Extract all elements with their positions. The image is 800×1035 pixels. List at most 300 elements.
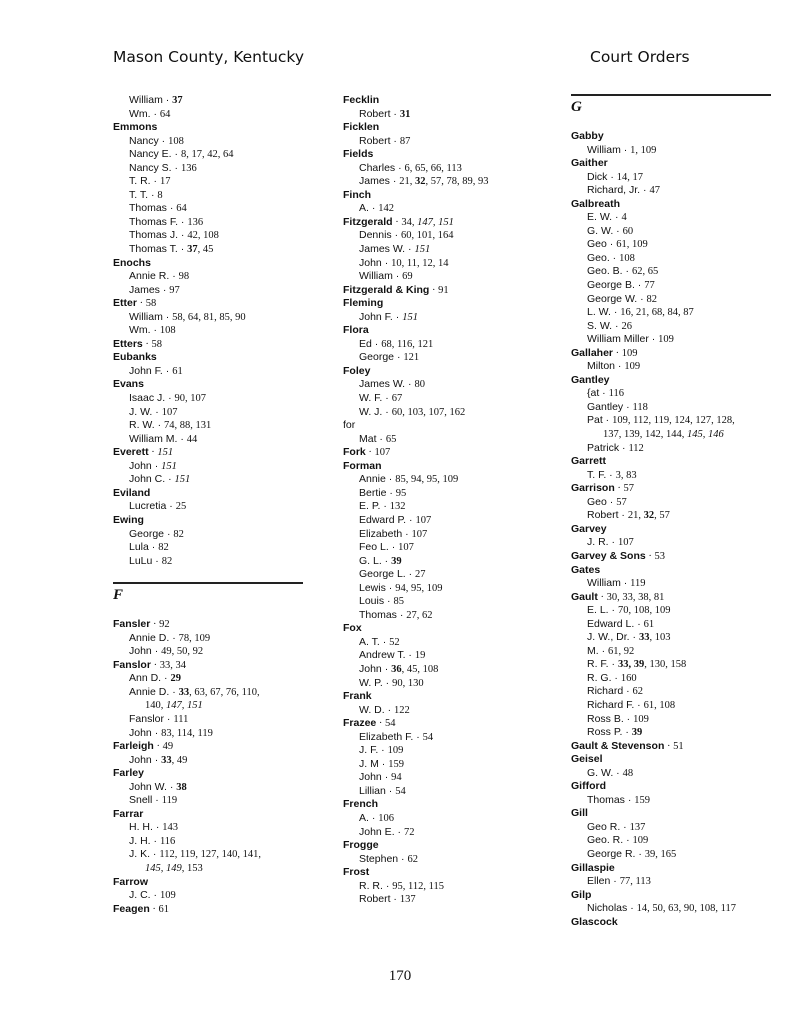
separator: · bbox=[162, 310, 173, 323]
separator: · bbox=[150, 619, 160, 631]
index-entry bbox=[343, 202, 548, 216]
page-ref: 112, 119, 127, 140, 141, bbox=[159, 849, 261, 861]
separator: · bbox=[395, 161, 405, 174]
index-surname bbox=[571, 347, 771, 361]
entry-name: John F. bbox=[129, 364, 163, 377]
separator: · bbox=[599, 387, 609, 400]
entry-name: Lewis bbox=[359, 581, 386, 594]
page-ref: 132 bbox=[389, 501, 406, 513]
page-ref: 151 bbox=[157, 447, 174, 459]
index-surname bbox=[343, 297, 548, 311]
index-entry bbox=[113, 419, 303, 433]
page-ref: 19 bbox=[414, 650, 426, 662]
page-ref: 26 bbox=[621, 320, 632, 332]
index-surname bbox=[571, 862, 771, 876]
entry-name: Richard bbox=[587, 685, 624, 698]
index-entry bbox=[113, 433, 303, 447]
separator: · bbox=[381, 256, 392, 269]
entry-name: J. W. bbox=[129, 405, 153, 418]
entry-name: Geo bbox=[587, 238, 607, 251]
page-ref: 90, 107 bbox=[174, 393, 207, 405]
index-entry bbox=[113, 216, 303, 230]
entry-name: Andrew T. bbox=[359, 649, 406, 662]
separator: · bbox=[150, 848, 160, 861]
index-surname bbox=[343, 717, 548, 731]
page-ref: 32 bbox=[415, 176, 426, 188]
section-letter-label: F bbox=[113, 587, 124, 604]
index-column-1 bbox=[113, 94, 303, 916]
spacer bbox=[113, 568, 303, 582]
separator: · bbox=[152, 554, 162, 567]
entry-name: Elizabeth F. bbox=[359, 730, 414, 743]
index-surname bbox=[113, 378, 303, 392]
page-ref: 58 bbox=[145, 298, 157, 310]
entry-name: Lula bbox=[129, 541, 149, 554]
index-entry bbox=[571, 699, 771, 713]
page-ref: 39, 165 bbox=[644, 848, 677, 860]
index-entry bbox=[343, 473, 548, 487]
separator: · bbox=[396, 608, 407, 621]
separator: · bbox=[608, 604, 618, 617]
separator: · bbox=[385, 473, 396, 486]
index-entry bbox=[343, 880, 548, 894]
entry-name: Annie bbox=[359, 473, 386, 486]
separator: · bbox=[178, 229, 188, 242]
separator: · bbox=[177, 432, 187, 445]
separator: · bbox=[607, 170, 617, 183]
spacer bbox=[113, 604, 303, 618]
entry-name: George L. bbox=[359, 568, 406, 581]
index-continuation bbox=[571, 428, 771, 442]
index-entry bbox=[571, 171, 771, 185]
page-ref: 82 bbox=[158, 542, 169, 554]
page-ref: 52 bbox=[389, 636, 400, 648]
index-entry bbox=[571, 536, 771, 550]
entry-name: Fitzgerald bbox=[343, 215, 393, 228]
separator: · bbox=[150, 107, 160, 120]
page-ref: 94, 95, 109 bbox=[395, 582, 443, 594]
separator: · bbox=[164, 527, 174, 540]
entry-name: Geo bbox=[587, 495, 607, 508]
page-ref: 109 bbox=[632, 835, 649, 847]
index-surname bbox=[343, 121, 548, 135]
index-surname bbox=[343, 324, 548, 338]
page-ref: 14, 17 bbox=[616, 171, 644, 183]
page-ref: 95 bbox=[395, 487, 407, 499]
index-entry bbox=[113, 645, 303, 659]
index-surname bbox=[113, 297, 303, 311]
entry-name: John C. bbox=[129, 473, 166, 486]
page-ref: 54 bbox=[385, 718, 396, 730]
index-entry bbox=[113, 270, 303, 284]
index-surname bbox=[113, 808, 303, 822]
entry-name: LuLu bbox=[129, 554, 153, 567]
index-entry bbox=[571, 509, 771, 523]
page-ref: 25 bbox=[175, 501, 187, 513]
entry-name: Ross B. bbox=[587, 712, 624, 725]
entry-name: Eubanks bbox=[113, 351, 157, 364]
page-ref: 32 bbox=[643, 510, 655, 522]
separator: · bbox=[171, 148, 181, 161]
entry-name: Louis bbox=[359, 595, 385, 608]
separator: · bbox=[620, 143, 631, 156]
entry-name: J. F. bbox=[359, 744, 379, 757]
separator: · bbox=[623, 712, 634, 725]
separator: · bbox=[406, 513, 416, 526]
page-ref: 107 bbox=[374, 447, 391, 459]
separator: · bbox=[614, 483, 624, 495]
entry-name: R. G. bbox=[587, 671, 612, 684]
separator: · bbox=[380, 500, 390, 513]
entry-name: William bbox=[129, 310, 163, 323]
index-entry bbox=[343, 528, 548, 542]
separator: · bbox=[368, 202, 379, 215]
entry-name: George bbox=[129, 527, 165, 540]
index-entry bbox=[343, 500, 548, 514]
entry-name: R. R. bbox=[359, 879, 383, 892]
entry-name: Dennis bbox=[359, 229, 392, 242]
page-ref: 77, 113 bbox=[619, 876, 651, 888]
index-surname bbox=[113, 767, 303, 781]
entry-name: W. D. bbox=[359, 703, 385, 716]
separator: · bbox=[386, 486, 396, 499]
index-surname bbox=[571, 130, 771, 144]
page-ref: 33 bbox=[638, 632, 650, 644]
index-entry bbox=[571, 414, 771, 428]
index-entry bbox=[571, 252, 771, 266]
page-ref: , 49 bbox=[171, 754, 188, 766]
page-ref: 91 bbox=[438, 284, 449, 296]
index-entry bbox=[113, 94, 303, 108]
page-ref: 17 bbox=[159, 176, 171, 188]
page-ref: 107 bbox=[617, 537, 634, 549]
entry-name: A. T. bbox=[359, 635, 380, 648]
index-surname bbox=[113, 487, 303, 501]
entry-name: {at bbox=[587, 387, 600, 400]
entry-name: E. L. bbox=[587, 604, 609, 617]
index-entry bbox=[113, 754, 303, 768]
page-ref: 38 bbox=[176, 781, 187, 793]
separator: · bbox=[611, 671, 621, 684]
index-entry bbox=[571, 279, 771, 293]
page-ref: , 63, 67, 76, 110, bbox=[189, 686, 260, 698]
page-ref: 119 bbox=[161, 795, 178, 807]
separator: · bbox=[623, 400, 633, 413]
separator: · bbox=[177, 243, 188, 256]
separator: · bbox=[148, 447, 158, 459]
page-number: 170 bbox=[388, 968, 412, 984]
index-entry bbox=[343, 744, 548, 758]
separator: · bbox=[608, 536, 618, 549]
index-surname bbox=[571, 807, 771, 821]
separator: · bbox=[150, 889, 160, 902]
index-surname bbox=[571, 564, 771, 578]
entry-name: Fox bbox=[343, 622, 362, 635]
separator: · bbox=[382, 879, 393, 892]
index-surname bbox=[113, 740, 303, 754]
page-ref: 118 bbox=[632, 401, 648, 413]
page-ref: 58, 64, 81, 85, 90 bbox=[172, 311, 246, 323]
entry-name: Gilp bbox=[571, 888, 592, 901]
page-ref: 37 bbox=[187, 244, 198, 256]
page-ref: 37 bbox=[172, 95, 183, 106]
entry-name: T. T. bbox=[129, 188, 149, 201]
entry-name: Enochs bbox=[113, 256, 151, 269]
index-surname bbox=[571, 889, 771, 903]
index-entry bbox=[343, 609, 548, 623]
index-entry bbox=[343, 392, 548, 406]
index-surname bbox=[571, 455, 771, 469]
separator: · bbox=[648, 333, 659, 346]
separator: · bbox=[385, 784, 396, 797]
index-entry bbox=[571, 360, 771, 374]
index-entry bbox=[571, 401, 771, 415]
index-entry bbox=[343, 812, 548, 826]
page-ref: 42, 108 bbox=[187, 230, 219, 242]
index-entry bbox=[571, 496, 771, 510]
entry-name: Thomas T. bbox=[129, 243, 178, 256]
header-title: Court Orders bbox=[590, 48, 690, 66]
entry-name: Flora bbox=[343, 324, 369, 337]
entry-name: Gates bbox=[571, 563, 601, 576]
entry-name: John F. bbox=[359, 310, 393, 323]
index-entry bbox=[571, 658, 771, 672]
separator: · bbox=[391, 229, 402, 242]
index-surname bbox=[343, 622, 548, 636]
entry-name: Forman bbox=[343, 459, 382, 472]
index-entry bbox=[571, 726, 771, 740]
entry-name: L. W. bbox=[587, 306, 611, 319]
index-entry bbox=[343, 175, 548, 189]
page-ref: 8 bbox=[157, 189, 163, 201]
entry-name: Fleming bbox=[343, 297, 384, 310]
separator: · bbox=[378, 757, 389, 770]
entry-name: G. W. bbox=[587, 224, 614, 237]
page-ref: , 130, 158 bbox=[644, 659, 687, 671]
entry-name: John bbox=[129, 753, 152, 766]
spacer bbox=[571, 116, 771, 130]
entry-name: Emmons bbox=[113, 121, 158, 134]
index-entry bbox=[113, 632, 303, 646]
separator: · bbox=[645, 550, 655, 562]
page-ref: 62, 65 bbox=[631, 266, 659, 278]
index-entry bbox=[571, 387, 771, 401]
separator: · bbox=[150, 324, 160, 337]
entry-name: Fork bbox=[343, 446, 366, 459]
entry-name: R. W. bbox=[129, 419, 155, 432]
index-entry bbox=[571, 713, 771, 727]
entry-name: Gifford bbox=[571, 780, 606, 793]
index-column-3 bbox=[571, 94, 771, 929]
separator: · bbox=[624, 793, 635, 806]
page-ref: 47 bbox=[649, 185, 660, 197]
separator: · bbox=[166, 780, 177, 793]
page-ref: 21, bbox=[627, 510, 644, 522]
index-entry bbox=[343, 758, 548, 772]
index-surname bbox=[343, 446, 548, 460]
index-surname bbox=[113, 257, 303, 271]
index-continuation bbox=[113, 699, 303, 713]
page-ref: , 81 bbox=[648, 591, 665, 603]
entry-name: Frank bbox=[343, 690, 372, 703]
entry-name: M. bbox=[587, 644, 599, 657]
entry-name: Richard F. bbox=[587, 698, 635, 711]
index-entry bbox=[113, 229, 303, 243]
entry-name: Gault bbox=[571, 590, 598, 603]
index-surname bbox=[343, 798, 548, 812]
entry-name: James W. bbox=[359, 378, 406, 391]
page-ref: 109 bbox=[633, 713, 649, 725]
index-continuation bbox=[113, 862, 303, 876]
separator: · bbox=[619, 441, 629, 454]
entry-name: Gantley bbox=[571, 373, 610, 386]
entry-name: George B. bbox=[587, 279, 635, 292]
entry-name: Ross P. bbox=[587, 726, 623, 739]
index-entry bbox=[113, 821, 303, 835]
index-entry bbox=[343, 555, 548, 569]
entry-name: Ann D. bbox=[129, 672, 162, 685]
entry-name: Fitzgerald & King bbox=[343, 283, 430, 296]
index-entry bbox=[343, 311, 548, 325]
separator: · bbox=[606, 495, 617, 508]
index-entry bbox=[571, 902, 771, 916]
entry-name: J. M bbox=[359, 757, 379, 770]
entry-name: George R. bbox=[587, 847, 636, 860]
index-entry bbox=[113, 202, 303, 216]
separator: · bbox=[606, 468, 616, 481]
index-entry bbox=[571, 848, 771, 862]
separator: · bbox=[142, 338, 152, 350]
index-entry bbox=[343, 162, 548, 176]
index-entry bbox=[343, 541, 548, 555]
index-entry bbox=[113, 672, 303, 686]
page-ref: 69 bbox=[402, 271, 413, 283]
separator: · bbox=[159, 283, 170, 296]
section-letter bbox=[113, 582, 303, 604]
index-entry bbox=[113, 189, 303, 203]
page-ref: 85 bbox=[393, 596, 404, 608]
separator: · bbox=[169, 270, 179, 283]
entry-name: Isaac J. bbox=[129, 392, 166, 405]
page-ref: 61 bbox=[643, 618, 655, 630]
index-entry bbox=[343, 677, 548, 691]
page-ref: 108 bbox=[168, 135, 184, 147]
entry-name: Geisel bbox=[571, 753, 603, 766]
index-entry bbox=[571, 577, 771, 591]
index-entry bbox=[571, 672, 771, 686]
index-entry bbox=[343, 826, 548, 840]
separator: · bbox=[148, 541, 159, 554]
index-entry bbox=[113, 175, 303, 189]
index-entry bbox=[571, 265, 771, 279]
page-ref: 60, 101, 164 bbox=[401, 230, 454, 242]
page-ref: 49, 50, 92 bbox=[161, 646, 204, 658]
index-entry bbox=[113, 500, 303, 514]
separator: · bbox=[609, 251, 620, 264]
entry-name: James W. bbox=[359, 243, 406, 256]
separator: · bbox=[610, 306, 621, 319]
page-ref: 122 bbox=[394, 704, 410, 716]
index-entry bbox=[571, 320, 771, 334]
index-entry bbox=[571, 306, 771, 320]
entry-name: S. W. bbox=[587, 319, 613, 332]
entry-name: Stephen bbox=[359, 852, 399, 865]
separator: · bbox=[597, 591, 607, 603]
separator: · bbox=[169, 685, 179, 698]
entry-name: John E. bbox=[359, 825, 395, 838]
index-surname bbox=[343, 839, 548, 853]
index-entry bbox=[571, 604, 771, 618]
separator: · bbox=[379, 635, 390, 648]
index-entry bbox=[343, 582, 548, 596]
entry-name: Ficklen bbox=[343, 121, 380, 134]
index-surname bbox=[343, 94, 548, 108]
separator: · bbox=[152, 405, 162, 418]
entry-name: William M. bbox=[129, 432, 178, 445]
page-ref: 65 bbox=[385, 433, 397, 445]
page-ref: 39 bbox=[631, 727, 643, 739]
entry-name: Ewing bbox=[113, 513, 144, 526]
index-entry bbox=[343, 135, 548, 149]
index-entry bbox=[343, 785, 548, 799]
entry-name: Feagen bbox=[113, 902, 150, 915]
page-ref: 145, 146 bbox=[687, 429, 724, 441]
separator: · bbox=[154, 419, 165, 432]
index-surname bbox=[113, 351, 303, 365]
separator: · bbox=[622, 265, 632, 278]
page-ref: 107 bbox=[398, 542, 414, 554]
index-entry bbox=[343, 270, 548, 284]
page-ref: 33 bbox=[161, 754, 172, 766]
entry-name: Annie D. bbox=[129, 631, 170, 644]
separator: · bbox=[392, 270, 403, 283]
entry-name: J. K. bbox=[129, 848, 151, 861]
index-entry bbox=[343, 433, 548, 447]
index-entry bbox=[571, 685, 771, 699]
separator: · bbox=[615, 360, 625, 373]
separator: · bbox=[389, 175, 400, 188]
index-entry bbox=[343, 595, 548, 609]
page-ref: 92 bbox=[159, 619, 170, 631]
page-ref: 159 bbox=[388, 758, 404, 770]
page-ref: 62 bbox=[407, 853, 418, 865]
page-ref: 70, 108, 109 bbox=[617, 605, 671, 617]
entry-name: Gault & Stevenson bbox=[571, 739, 665, 752]
page-ref: 57 bbox=[623, 483, 635, 495]
separator: · bbox=[429, 284, 439, 296]
separator: · bbox=[620, 577, 631, 590]
entry-name: J. C. bbox=[129, 889, 151, 902]
index-entry bbox=[343, 406, 548, 420]
entry-name: E. P. bbox=[359, 500, 381, 513]
index-entry bbox=[113, 108, 303, 122]
page-ref: 151 bbox=[161, 460, 177, 472]
separator: · bbox=[178, 215, 188, 228]
entry-name: G. W. bbox=[587, 766, 614, 779]
entry-name: Evans bbox=[113, 378, 144, 391]
index-entry bbox=[113, 406, 303, 420]
page-ref: 60 bbox=[622, 225, 634, 237]
index-surname bbox=[113, 659, 303, 673]
page-ref: 48 bbox=[622, 767, 634, 779]
separator: · bbox=[376, 432, 386, 445]
separator: · bbox=[602, 414, 613, 427]
index-entry bbox=[113, 392, 303, 406]
entry-name: Geo. bbox=[587, 251, 610, 264]
entry-name: Nancy S. bbox=[129, 161, 172, 174]
entry-name: Bertie bbox=[359, 486, 387, 499]
entry-name: Gaither bbox=[571, 157, 608, 170]
